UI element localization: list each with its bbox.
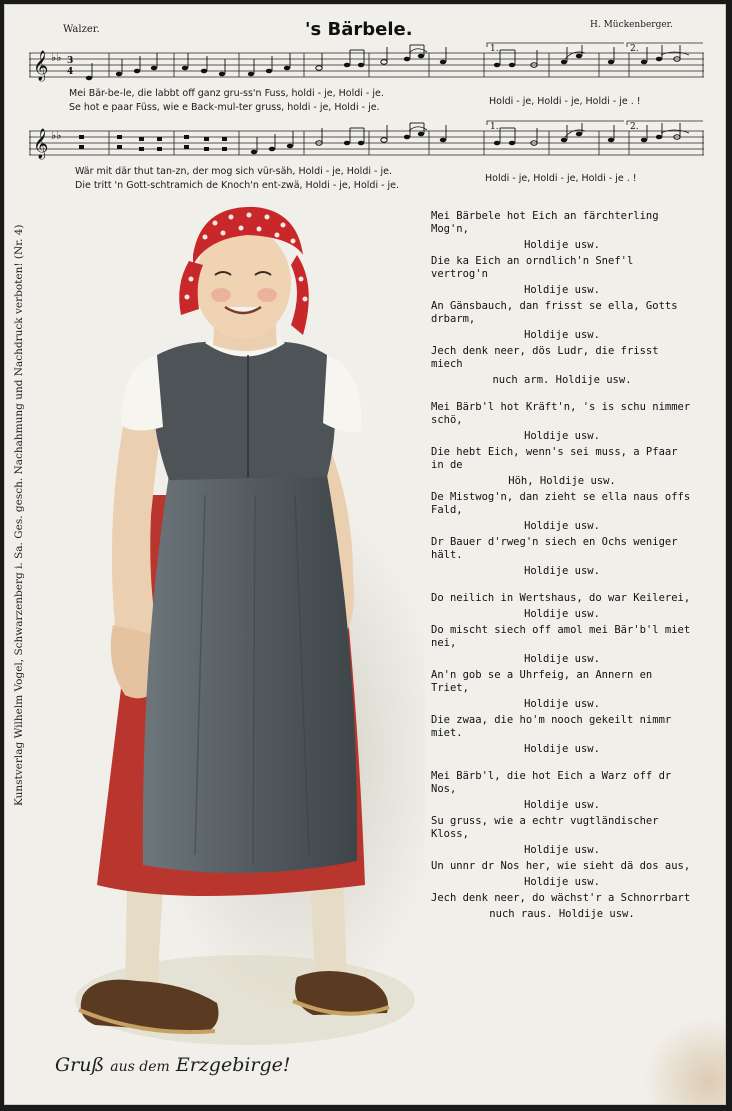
svg-text:3: 3 — [67, 56, 74, 66]
verse-refrain-line: Holdije usw. — [524, 799, 600, 811]
song-title: 's Bärbele. — [305, 19, 413, 40]
verse-line: An'n gob se a Uhrfeig, an Annern en Triet, — [431, 669, 653, 694]
verse-line: Mei Bärb'l hot Kräft'n, 's is schu nimmer schö, — [431, 401, 691, 426]
verse-line: Jech denk neer, do wächst'r a Schnorrbart — [431, 892, 691, 904]
verse-refrain-line: Holdije usw. — [524, 520, 600, 532]
publisher-imprint: Kunstverlag Wilhelm Vogel, Schwarzenberg i. Sa. Ges. gesch. Nachahmung und Nachdruck verboten! (Nr. 4) — [13, 224, 25, 806]
song-verses — [431, 210, 693, 935]
verse-refrain-line: Holdije usw. — [524, 876, 600, 888]
svg-text:1.: 1. — [490, 44, 499, 54]
verse-refrain-line: Höh, Holdije usw. — [508, 475, 616, 487]
refrain-1: Holdi - je, Holdi - je, Holdi - je . ! — [489, 96, 641, 107]
verse-refrain-line: Holdije usw. — [524, 239, 600, 251]
svg-text:𝄞: 𝄞 — [33, 51, 49, 81]
verse-line: Jech denk neer, dös Ludr, die frisst miech — [431, 345, 659, 370]
verse-refrain-line: Holdije usw. — [524, 430, 600, 442]
verse-line: Mei Bärb'l, die hot Eich a Warz off dr Nos, — [431, 770, 672, 795]
verse-line: Die zwaa, die ho'm nooch gekeilt nimmr miet. — [431, 714, 672, 739]
verse-line: Dr Bauer d'rweg'n siech en Ochs weniger hält. — [431, 536, 678, 561]
verse-line: Do mischt siech off amol mei Bär'b'l miet nei, — [431, 624, 691, 649]
verse-line: Die hebt Eich, wenn's sei muss, a Pfaar in de — [431, 446, 678, 471]
refrain-2: Holdi - je, Holdi - je, Holdi - je . ! — [485, 173, 637, 184]
verse-line: Mei Bärbele hot Eich an färchterling Mog'n, — [431, 210, 659, 235]
verse-refrain-line: Holdije usw. — [524, 565, 600, 577]
verse-3 — [431, 592, 693, 756]
verse-line: De Mistwog'n, dan zieht se ella naus offs Fald, — [431, 491, 691, 516]
tempo-marking: Walzer. — [63, 24, 100, 35]
verse-4 — [431, 770, 693, 921]
lyric-line-1a: Mei Bär-be-le, die labbt off ganz gru-ss'n Fuss, holdi - je, Holdi - je. — [69, 88, 384, 99]
verse-refrain-line: nuch raus. Holdije usw. — [489, 908, 635, 920]
verse-line: Un unnr dr Nos her, wie sieht dä dos aus, — [431, 860, 691, 872]
svg-text:♭♭: ♭♭ — [51, 129, 62, 142]
verse-line: Do neilich in Wertshaus, do war Keilerei, — [431, 592, 691, 604]
svg-text:2.: 2. — [630, 44, 639, 54]
woman-illustration — [65, 195, 425, 1055]
greeting-word-1: Gruß — [55, 1054, 105, 1076]
verse-refrain-line: Holdije usw. — [524, 743, 600, 755]
music-staff-2 — [29, 119, 704, 165]
greeting-word-3: Erzgebirge! — [175, 1054, 291, 1076]
composer-name: H. Mückenberger. — [590, 20, 673, 30]
verse-1 — [431, 210, 693, 387]
lyric-line-2b: Die tritt 'n Gott-schtramich de Knoch'n ent-zwä, Holdi - je, Holdi - je. — [75, 180, 400, 191]
greeting-caption — [55, 1054, 291, 1076]
postcard — [4, 4, 726, 1105]
verse-refrain-line: nuch arm. Holdije usw. — [492, 374, 632, 386]
greeting-word-2: aus dem — [110, 1059, 170, 1075]
svg-text:𝄞: 𝄞 — [33, 129, 49, 159]
verse-refrain-line: Holdije usw. — [524, 844, 600, 856]
verse-line: An Gänsbauch, dan frisst se ella, Gotts drbarm, — [431, 300, 678, 325]
verse-refrain-line: Holdije usw. — [524, 329, 600, 341]
verse-line: Die ka Eich an orndlich'n Snef'l vertrog'n — [431, 255, 634, 280]
verse-line: Su gruss, wie a echtr vugtländischer Kloss, — [431, 815, 659, 840]
verse-refrain-line: Holdije usw. — [524, 608, 600, 620]
verse-2 — [431, 401, 693, 578]
music-staff-1 — [29, 41, 704, 87]
verse-refrain-line: Holdije usw. — [524, 284, 600, 296]
lyric-line-2a: Wär mit där thut tan-zn, der mog sich vür-säh, Holdi - je, Holdi - je. — [75, 166, 392, 177]
verse-refrain-line: Holdije usw. — [524, 653, 600, 665]
verse-refrain-line: Holdije usw. — [524, 698, 600, 710]
svg-text:1.: 1. — [490, 122, 499, 132]
svg-text:4: 4 — [67, 67, 74, 77]
svg-text:2.: 2. — [630, 122, 639, 132]
lyric-line-1b: Se hot e paar Füss, wie e Back-mul-ter gruss, holdi - je, Holdi - je. — [69, 102, 380, 113]
svg-text:♭♭: ♭♭ — [51, 51, 62, 64]
